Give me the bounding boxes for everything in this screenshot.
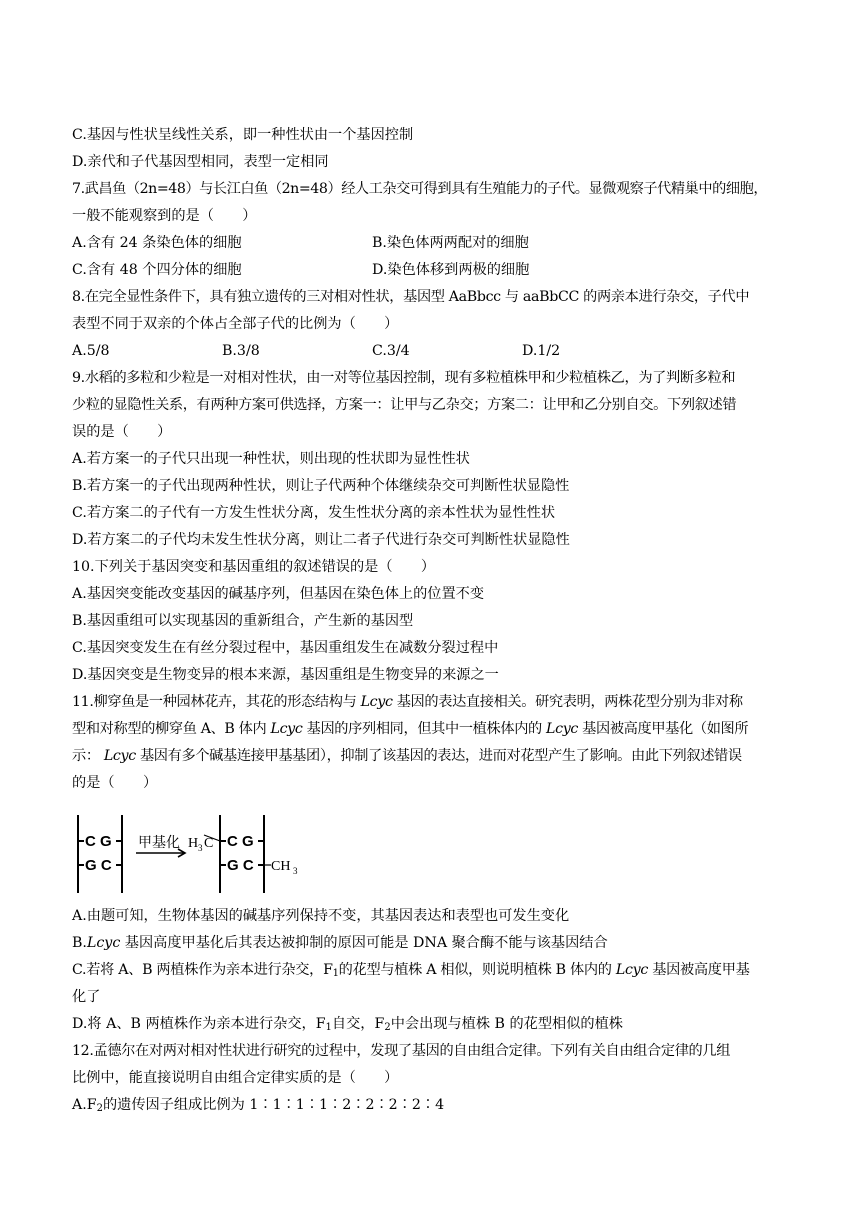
q11-line2-part2: 基因的序列相同，但其中一植株体内的 xyxy=(306,721,542,737)
q11-option-d-part1: D.将 A、B 两植株作为亲本进行杂交，F xyxy=(72,1016,326,1032)
q12-option-a-part2: 的遗传因子组成比例为 1∶1∶1∶1∶2∶2∶2∶2∶4 xyxy=(102,1097,445,1113)
gene-name-lcyc: Lcyc xyxy=(103,748,136,764)
q6-option-d: D.亲代和子代基因型相同，表型一定相同 xyxy=(72,154,329,170)
q12-option-a-part1: A.F xyxy=(72,1097,97,1113)
q8-stem: 8.在完全显性条件下，具有独立遗传的三对相对性状，基因型 AaBbcc 与 aaBbCC 的两亲本进行杂交，子代中 xyxy=(72,289,750,305)
gene-name-lcyc: Lcyc xyxy=(615,962,649,978)
q11-line2-part1: 型和对称型的柳穿鱼 A、B 体内 xyxy=(72,721,267,737)
q11-line2-part3: 基因被高度甲基化（如图所 xyxy=(582,721,749,737)
q9-option-b: B.若方案一的子代出现两种性状，则让子代两种个体继续杂交可判断性状显隐性 xyxy=(72,478,570,494)
q11-option-a: A.由题可知，生物体基因的碱基序列保持不变，其基因表达和表型也可发生变化 xyxy=(72,908,570,924)
gene-name-lcyc: Lcyc xyxy=(86,935,121,951)
methyl-left-c: C xyxy=(204,836,214,851)
methyl-right-sub: 3 xyxy=(293,866,298,876)
q11-stem-part1: 11.柳穿鱼是一种园林花卉，其花的形态结构与 xyxy=(72,694,357,710)
subscript-2: 2 xyxy=(384,1022,391,1033)
q7-stem: 7.武昌鱼（2n=48）与长江白鱼（2n=48）经人工杂交可得到具有生殖能力的子代。显微观察子代精巢中的细胞， xyxy=(72,181,768,197)
q11-stem-part2: 基因的表达直接相关。研究表明，两株花型分别为非对称 xyxy=(396,694,743,710)
q10-stem: 10.下列关于基因突变和基因重组的叙述错误的是（ ） xyxy=(72,559,436,575)
methylation-diagram xyxy=(72,805,794,901)
q11-line3-part2: 基因有多个碱基连接甲基基团），抑制了该基因的表达，进而对花型产生了影响。由此下列叙述错误 xyxy=(139,748,742,764)
q11-option-c-cont: 化了 xyxy=(72,989,101,1005)
q11-line3-part1: 示： xyxy=(72,748,100,764)
q12-stem: 12.孟德尔在对两对相对性状进行研究的过程中，发现了基因的自由组合定律。下列有关自由组合定律的几组 xyxy=(72,1043,731,1059)
gene-name-lcyc: Lcyc xyxy=(546,721,578,737)
q9-stem-cont: 少粒的显隐性关系，有两种方案可供选择，方案一：让甲与乙杂交；方案二：让甲和乙分别自交。下列叙述错 xyxy=(72,397,737,413)
left-pair-bottom: G C xyxy=(85,857,112,874)
q8-options xyxy=(72,338,794,365)
q11-option-c xyxy=(72,957,794,984)
q7-option-d: D.染色体移到两极的细胞 xyxy=(372,262,530,278)
q10-option-b: B.基因重组可以实现基因的重新组合，产生新的基因型 xyxy=(72,613,414,629)
q9-option-d: D.若方案二的子代均未发生性状分离，则让二者子代进行杂交可判断性状显隐性 xyxy=(72,532,570,548)
methyl-left-h: H xyxy=(188,836,199,851)
gene-name-lcyc: Lcyc xyxy=(270,721,303,737)
q7-options-row1 xyxy=(72,230,794,257)
methyl-left-sub: 3 xyxy=(198,843,203,853)
q11-option-d-part2: 自交，F xyxy=(331,1016,385,1032)
right-pair-bottom: G C xyxy=(227,857,254,874)
q9-stem-end: 误的是（ ） xyxy=(72,424,172,440)
q7-stem-cont: 一般不能观察到的是（ ） xyxy=(72,208,257,224)
q7-option-a: A.含有 24 条染色体的细胞 xyxy=(72,235,242,251)
q12-stem-cont: 比例中，能直接说明自由组合定律实质的是（ ） xyxy=(72,1070,399,1086)
q7-options-row2 xyxy=(72,257,794,284)
methyl-right: CH xyxy=(271,859,291,874)
q8-option-b: B.3/8 xyxy=(222,343,260,359)
q11-option-b-part2: 基因高度甲基化后其表达被抑制的原因可能是 DNA 聚合酶不能与该基因结合 xyxy=(120,935,608,951)
left-pair-top: C G xyxy=(85,833,112,850)
q10-option-a: A.基因突变能改变基因的碱基序列，但基因在染色体上的位置不变 xyxy=(72,586,485,602)
q11-option-c-part1: C.若将 A、B 两植株作为亲本进行杂交，F xyxy=(72,962,333,978)
exam-page xyxy=(72,122,794,1119)
methylation-figure xyxy=(72,805,312,901)
q7-option-b: B.染色体两两配对的细胞 xyxy=(372,235,529,251)
q9-option-a: A.若方案一的子代只出现一种性状，则出现的性状即为显性性状 xyxy=(72,451,470,467)
q6-option-c: C.基因与性状呈线性关系，即一种性状由一个基因控制 xyxy=(72,127,414,143)
right-pair-top: C G xyxy=(227,833,254,850)
q10-option-d: D.基因突变是生物变异的根本来源，基因重组是生物变异的来源之一 xyxy=(72,667,499,683)
q11-stem-end: 的是（ ） xyxy=(72,775,158,791)
gene-name-lcyc: Lcyc xyxy=(360,694,393,710)
q9-option-c: C.若方案二的子代有一方发生性状分离，发生性状分离的亲本性状为显性性状 xyxy=(72,505,556,521)
arrow-label: 甲基化 xyxy=(138,835,180,851)
q8-option-a: A.5/8 xyxy=(72,343,110,359)
q9-stem: 9.水稻的多粒和少粒是一对相对性状，由一对等位基因控制，现有多粒植株甲和少粒植株乙，为了判断多粒和 xyxy=(72,370,736,386)
subscript-1: 1 xyxy=(325,1022,332,1033)
q11-stem xyxy=(72,689,794,716)
q8-option-d: D.1/2 xyxy=(522,343,561,359)
q11-option-c-part3: 基因被高度甲基 xyxy=(652,962,750,978)
q8-stem-cont: 表型不同于双亲的个体占全部子代的比例为（ ） xyxy=(72,316,399,332)
q7-option-c: C.含有 48 个四分体的细胞 xyxy=(72,262,242,278)
q11-option-c-part2: 的花型与植株 A 相似，则说明植株 B 体内的 xyxy=(338,962,612,978)
q11-stem-line3 xyxy=(72,743,794,770)
q11-option-d-part3: 中会出现与植株 B 的花型相似的植株 xyxy=(390,1016,623,1032)
q12-option-a xyxy=(72,1092,794,1119)
q11-option-b xyxy=(72,930,794,957)
q11-option-d xyxy=(72,1011,794,1038)
subscript-2: 2 xyxy=(96,1103,103,1114)
q11-stem-line2 xyxy=(72,716,794,743)
q8-option-c: C.3/4 xyxy=(372,343,410,359)
subscript-1: 1 xyxy=(332,968,339,979)
q10-option-c: C.基因突变发生在有丝分裂过程中，基因重组发生在减数分裂过程中 xyxy=(72,640,499,656)
q11-option-b-part1: B. xyxy=(72,935,87,951)
